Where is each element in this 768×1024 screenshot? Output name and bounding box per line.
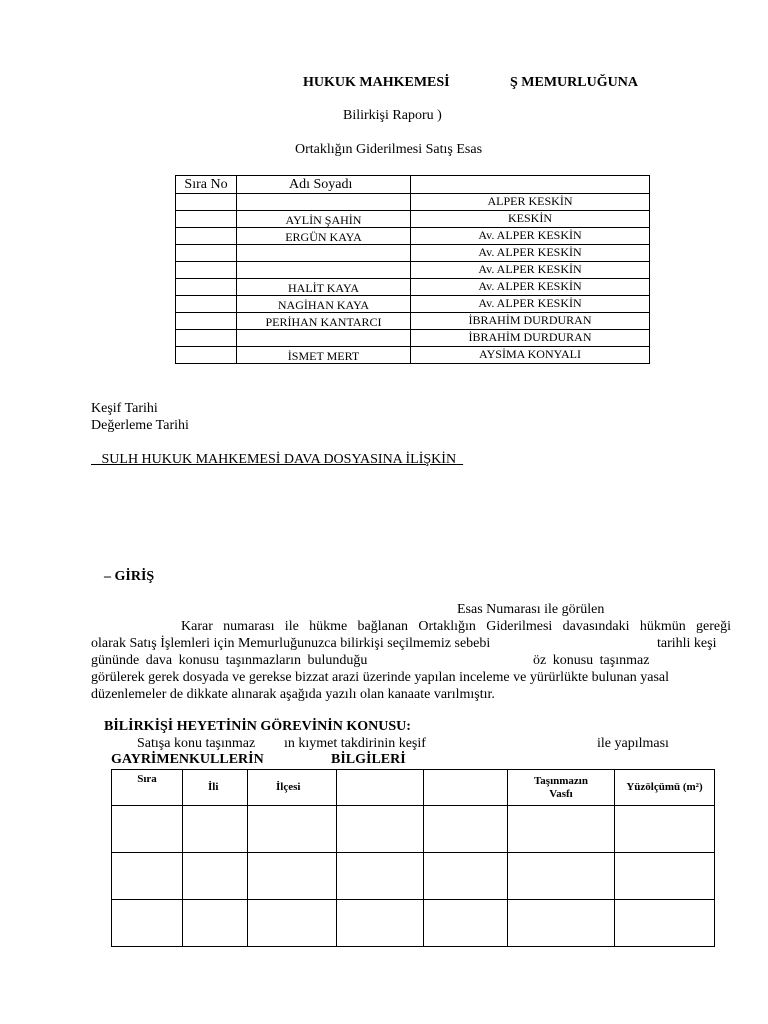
intro-line-2b: tarihli keşi [657, 636, 717, 651]
intro-line-2a: olarak Satış İşlemleri için Memurluğunuzca bilirkişi seçilmemiz sebebi [91, 636, 491, 651]
table-cell [248, 806, 337, 853]
property-table [111, 769, 715, 947]
column-header: Adı Soyadı [237, 176, 411, 194]
representative-cell: İBRAHİM DURDURAN [411, 330, 650, 347]
table-cell [183, 853, 248, 900]
column-header: Yüzölçümü (m²) [615, 770, 715, 806]
table-row [176, 262, 650, 279]
table-cell [615, 853, 715, 900]
no-cell [176, 296, 237, 313]
kesif-date-label: Keşif Tarihi [91, 401, 158, 416]
table-cell [615, 900, 715, 947]
no-cell [176, 228, 237, 245]
duty-line-c: ile yapılması [597, 736, 669, 751]
representative-cell: Av. ALPER KESKİN [411, 296, 650, 313]
column-header [424, 770, 508, 806]
table-cell [424, 853, 508, 900]
no-cell [176, 211, 237, 228]
name-cell: NAGİHAN KAYA [237, 296, 411, 313]
table-cell [508, 806, 615, 853]
name-cell [237, 194, 411, 211]
name-cell [237, 262, 411, 279]
table-cell [112, 806, 183, 853]
intro-line-1: Karar numarası ile hükme bağlanan Ortaklığın Giderilmesi davasındaki hükmün gereği [181, 619, 731, 634]
table-row [176, 330, 650, 347]
table-row [176, 228, 650, 245]
property-heading-b: BİLGİLERİ [331, 752, 406, 767]
no-cell [176, 330, 237, 347]
table-row [112, 806, 715, 853]
table-row [176, 347, 650, 364]
column-header [411, 176, 650, 194]
name-cell [237, 245, 411, 262]
table-row [176, 296, 650, 313]
representative-cell: İBRAHİM DURDURAN [411, 313, 650, 330]
report-title: Bilirkişi Raporu ) [343, 108, 442, 123]
name-cell [237, 330, 411, 347]
name-cell: PERİHAN KANTARCI [237, 313, 411, 330]
table-row [176, 313, 650, 330]
column-header: İli [183, 770, 248, 806]
duty-line-a: Satışa konu taşınmaz [137, 736, 256, 751]
case-line: Ortaklığın Giderilmesi Satış Esas [295, 142, 483, 157]
court-title: HUKUK MAHKEMESİ [303, 75, 450, 90]
name-cell: AYLİN ŞAHİN [237, 211, 411, 228]
degerleme-date-label: Değerleme Tarihi [91, 418, 189, 433]
subject-line: SULH HUKUK MAHKEMESİ DAVA DOSYASINA İLİŞKİN [91, 452, 464, 467]
table-cell [508, 853, 615, 900]
heirs-table [175, 175, 650, 364]
table-cell [424, 806, 508, 853]
no-cell [176, 279, 237, 296]
table-row [176, 245, 650, 262]
name-cell: ERGÜN KAYA [237, 228, 411, 245]
representative-cell: Av. ALPER KESKİN [411, 279, 650, 296]
table-cell [337, 853, 424, 900]
property-table-header [112, 770, 715, 806]
property-heading-a: GAYRİMENKULLERİN [111, 752, 264, 767]
column-header: Sıra No [176, 176, 237, 194]
duty-line-b: ın kıymet takdirinin keşif [284, 736, 426, 751]
column-header [337, 770, 424, 806]
column-header: İlçesi [248, 770, 337, 806]
duty-heading: BİLİRKİŞİ HEYETİNİN GÖREVİNİN KONUSU: [104, 719, 411, 734]
intro-line-4: görülerek gerek dosyada ve gerekse bizzat arazi üzerinde yapılan inceleme ve yürürlükte bulunan yasal [91, 670, 670, 685]
office-title: Ş MEMURLUĞUNA [510, 75, 638, 90]
table-cell [248, 853, 337, 900]
representative-cell: KESKİN [411, 211, 650, 228]
table-row [176, 211, 650, 228]
intro-line-3a: gününde dava konusu taşınmazların bulunduğu [91, 653, 368, 668]
no-cell [176, 245, 237, 262]
column-header: Sıra [112, 770, 183, 806]
name-cell: HALİT KAYA [237, 279, 411, 296]
table-cell [615, 806, 715, 853]
esas-line: Esas Numarası ile görülen [457, 602, 605, 617]
no-cell [176, 347, 237, 364]
representative-cell: AYSİMA KONYALI [411, 347, 650, 364]
no-cell [176, 262, 237, 279]
no-cell [176, 313, 237, 330]
column-header: Taşınmazın Vasfı [508, 770, 615, 806]
intro-heading: – GİRİŞ [104, 569, 155, 584]
representative-cell: Av. ALPER KESKİN [411, 245, 650, 262]
name-cell: İSMET MERT [237, 347, 411, 364]
intro-line-5: düzenlemeler de dikkate alınarak aşağıda yazılı olan kanaate varılmıştır. [91, 687, 495, 702]
table-cell [337, 806, 424, 853]
table-row [176, 279, 650, 296]
table-cell [424, 900, 508, 947]
table-cell [112, 900, 183, 947]
table-cell [508, 900, 615, 947]
table-row [112, 900, 715, 947]
intro-line-3b: öz konusu taşınmaz [533, 653, 650, 668]
representative-cell: Av. ALPER KESKİN [411, 228, 650, 245]
table-row [112, 853, 715, 900]
table-cell [112, 853, 183, 900]
table-cell [183, 806, 248, 853]
table-cell [183, 900, 248, 947]
table-cell [248, 900, 337, 947]
representative-cell: ALPER KESKİN [411, 194, 650, 211]
representative-cell: Av. ALPER KESKİN [411, 262, 650, 279]
table-cell [337, 900, 424, 947]
table-row [176, 194, 650, 211]
heirs-table-header [176, 176, 650, 194]
no-cell [176, 194, 237, 211]
